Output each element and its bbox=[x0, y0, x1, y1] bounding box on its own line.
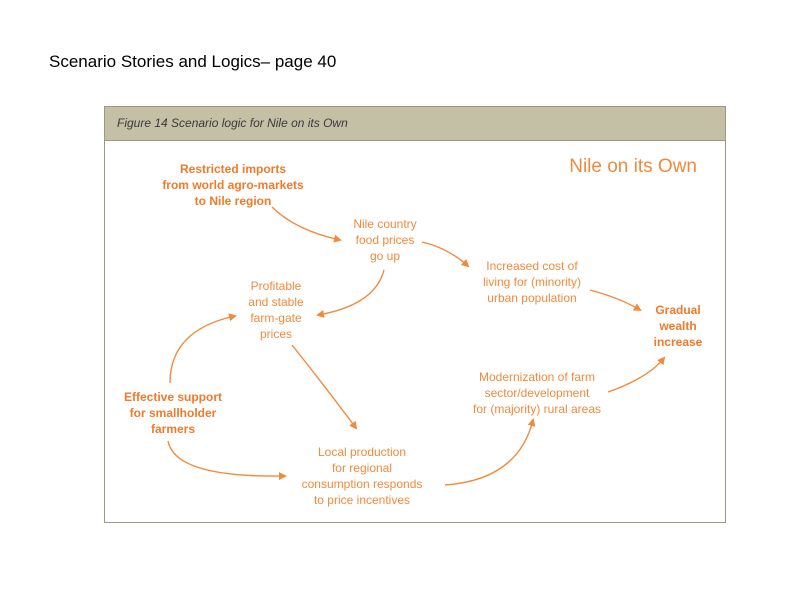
arrow-local-production-to-modernization bbox=[445, 420, 533, 485]
node-wealth-increase: Gradual wealth increase bbox=[653, 303, 703, 349]
node-cost-of-living: Increased cost of living for (minority) urban population bbox=[482, 259, 581, 305]
arrow-smallholder-to-farm-gate bbox=[170, 316, 235, 383]
arrow-food-prices-to-farm-gate bbox=[318, 270, 384, 315]
figure-caption: Figure 14 Scenario logic for Nile on its Own bbox=[117, 116, 348, 130]
arrow-smallholder-to-local-production bbox=[168, 441, 285, 476]
page-title: Scenario Stories and Logics– page 40 bbox=[49, 52, 337, 71]
node-farm-gate-prices: Profitable and stable farm-gate prices bbox=[248, 279, 304, 341]
node-restricted-imports: Restricted imports from world agro-markets to Nile region bbox=[162, 162, 304, 208]
node-modernization: Modernization of farm sector/development for (majority) rural areas bbox=[472, 370, 602, 416]
arrow-farm-gate-to-local-production bbox=[292, 345, 356, 428]
node-local-production: Local production for regional consumption responds to price incentives bbox=[301, 445, 423, 507]
node-smallholder-support: Effective support for smallholder farmers bbox=[123, 390, 222, 436]
node-food-prices: Nile country food prices go up bbox=[353, 217, 417, 263]
scenario-name: Nile on its Own bbox=[569, 156, 697, 177]
